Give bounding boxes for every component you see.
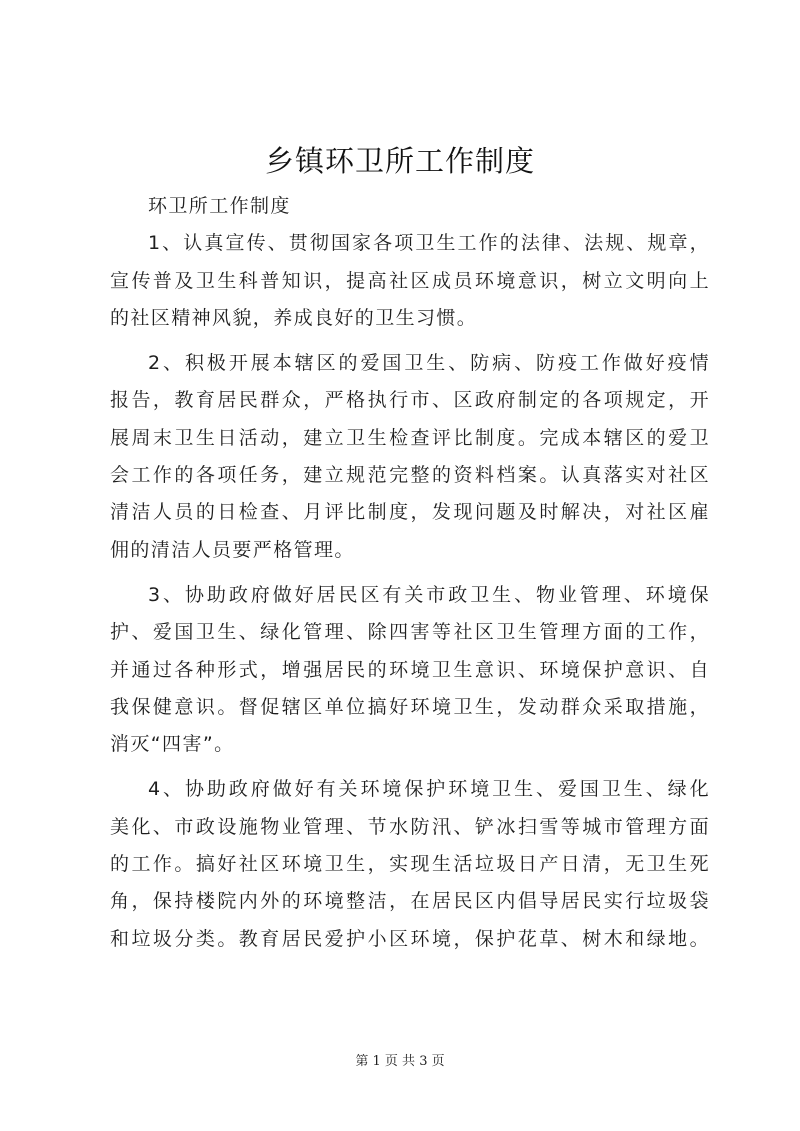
document-body: [110, 188, 710, 958]
page-footer: 第 1 页 共 3 页: [355, 1054, 445, 1069]
paragraph-line: 美化、市政设施物业管理、节水防汛、铲冰扫雪等城市管理方面: [110, 815, 710, 838]
paragraph-line: 4、协助政府做好有关环境保护环境卫生、爱国卫生、绿化: [148, 778, 710, 801]
paragraph-line: 3、协助政府做好居民区有关市政卫生、物业管理、环境保: [148, 583, 710, 606]
paragraph-line: 我保健意识。督促辖区单位搞好环境卫生，发动群众采取措施，: [110, 695, 710, 718]
paragraph-line: 的工作。搞好社区环境卫生，实现生活垃圾日产日清，无卫生死: [110, 853, 710, 876]
paragraph-line: 和垃圾分类。教育居民爱护小区环境，保护花草、树木和绿地。: [110, 927, 710, 950]
paragraph-line: 佣的清洁人员要严格管理。: [110, 538, 355, 561]
paragraph-line: 的社区精神风貌，养成良好的卫生习惯。: [110, 306, 478, 329]
paragraph-line: 消灭“四害”。: [110, 733, 235, 756]
paragraph-line: 会工作的各项任务，建立规范完整的资料档案。认真落实对社区: [110, 464, 710, 487]
paragraph-line: 并通过各种形式，增强居民的环境卫生意识、环境保护意识、自: [110, 658, 710, 681]
paragraph-line: 2、积极开展本辖区的爱国卫生、防病、防疫工作做好疫情: [148, 352, 710, 375]
paragraph-line: 展周末卫生日活动，建立卫生检查评比制度。完成本辖区的爱卫: [110, 426, 710, 449]
paragraph-line: 清洁人员的日检查、月评比制度，发现问题及时解决，对社区雇: [110, 501, 710, 524]
paragraph-line: 报告，教育居民群众，严格执行市、区政府制定的各项规定，开: [110, 389, 710, 412]
document-title: 乡镇环卫所工作制度: [264, 144, 535, 178]
paragraph-line: 宣传普及卫生科普知识，提高社区成员环境意识，树立文明向上: [110, 269, 710, 292]
paragraph-line: 护、爱国卫生、绿化管理、除四害等社区卫生管理方面的工作，: [110, 621, 710, 644]
paragraph-line: 角，保持楼院内外的环境整洁，在居民区内倡导居民实行垃圾袋: [110, 890, 710, 913]
section-heading: 环卫所工作制度: [148, 195, 291, 217]
paragraph-line: 1、认真宣传、贯彻国家各项卫生工作的法律、法规、规章，: [148, 232, 710, 255]
